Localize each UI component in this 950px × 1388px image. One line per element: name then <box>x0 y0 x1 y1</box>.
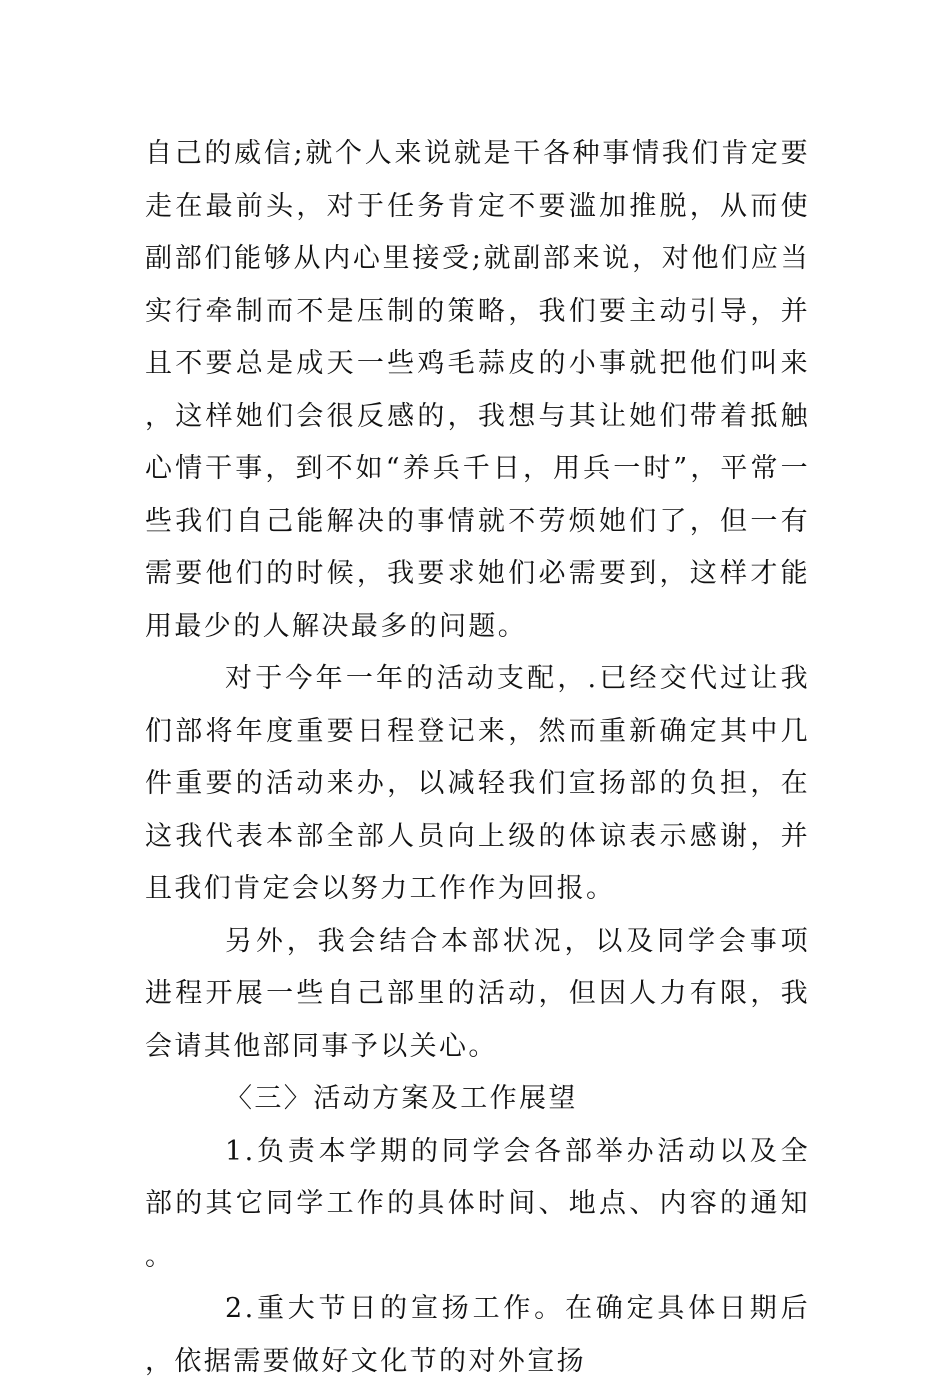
section-heading: 〈三〉活动方案及工作展望 <box>225 1083 578 1114</box>
paragraph-continuation: 自己的威信;就个人来说就是干各种事情我们肯定要走在最前头，对于任务肯定不要滥加推脱，从而使副部们能够从内心里接受;就副部来说，对他们应当实行牵制而不是压制的策略，我们要主动引导，并且不要总是成天一些鸡毛蒜皮的小事就把他们叫来，这样她们会很反感的，我想与其让她们带着抵触心情干事，到不如“养兵千日，用兵一时”，平常一些我们自己能解决的事情就不劳烦她们了，但一有需要他们的时候，我要求她们必需要到，这样才能用最少的人解决最多的问题。 <box>145 138 810 642</box>
document-body <box>145 128 810 1388</box>
paragraph-department-activities: 另外，我会结合本部状况，以及同学会事项进程开展一些自己部里的活动，但因人力有限，我会请其他部同事予以关心。 <box>145 925 810 1062</box>
list-item-2: 2.重大节日的宣扬工作。在确定具体日期后，依据需要做好文化节的对外宣扬 <box>145 1293 810 1377</box>
paragraph-activity-arrangement: 对于今年一年的活动支配，.已经交代过让我们部将年度重要日程登记来，然而重新确定其中几件重要的活动来办，以减轻我们宣扬部的负担，在这我代表本部全部人员向上级的体谅表示感谢，并且我们肯定会以努力工作作为回报。 <box>145 663 810 904</box>
list-item-1: 1.负责本学期的同学会各部举办活动以及全部的其它同学工作的具体时间、地点、内容的通知。 <box>145 1135 810 1272</box>
